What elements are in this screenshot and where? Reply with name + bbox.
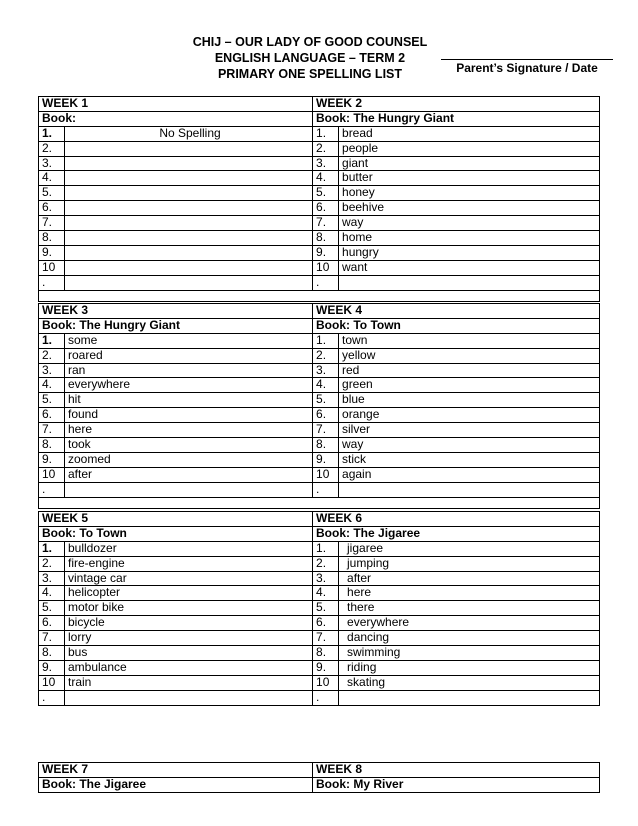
- item-number: 9.: [313, 452, 339, 467]
- word-row: [39, 378, 600, 393]
- spelling-word: again: [339, 467, 600, 482]
- item-number: 3.: [313, 363, 339, 378]
- weeks-7-8-table: [38, 762, 600, 793]
- word-row: [39, 231, 600, 246]
- spelling-word: ambulance: [65, 660, 313, 675]
- item-number: 6.: [39, 201, 65, 216]
- item-number: 3.: [313, 156, 339, 171]
- item-number: 1.: [313, 541, 339, 556]
- spelling-word: ran: [65, 363, 313, 378]
- spelling-word: want: [339, 260, 600, 275]
- weeks-3-4-table: [38, 303, 600, 509]
- word-row: [39, 275, 600, 290]
- item-number: 10: [313, 467, 339, 482]
- subject-term: ENGLISH LANGUAGE – TERM 2: [214, 51, 406, 65]
- item-number: 5.: [313, 601, 339, 616]
- word-row: [39, 601, 600, 616]
- spelling-word: bread: [339, 126, 600, 141]
- empty-word-cell: [65, 245, 313, 260]
- word-row: [39, 245, 600, 260]
- week-title-row: [39, 97, 600, 112]
- spelling-word: helicopter: [65, 586, 313, 601]
- spacer-cell: [39, 497, 600, 508]
- item-number: 7.: [39, 216, 65, 231]
- item-number: 5.: [39, 601, 65, 616]
- spelling-word: found: [65, 408, 313, 423]
- book-title: Book: The Jigaree: [39, 777, 313, 792]
- spelling-word: red: [339, 363, 600, 378]
- spelling-word: town: [339, 333, 600, 348]
- word-row: [39, 556, 600, 571]
- book-title-row: [39, 318, 600, 333]
- empty-word-cell: [65, 260, 313, 275]
- spelling-word: hungry: [339, 245, 600, 260]
- word-row: [39, 126, 600, 141]
- item-number: 7.: [313, 423, 339, 438]
- spelling-word: there: [339, 601, 600, 616]
- item-number: 7.: [39, 631, 65, 646]
- week-title: WEEK 3: [39, 304, 313, 319]
- document-header: [150, 34, 470, 82]
- item-number: 1.: [39, 333, 65, 348]
- item-number: 3.: [313, 571, 339, 586]
- item-number: 4.: [313, 586, 339, 601]
- word-row: [39, 348, 600, 363]
- week-title: WEEK 8: [313, 763, 600, 778]
- item-number: 2.: [313, 556, 339, 571]
- book-title: Book: The Hungry Giant: [313, 111, 600, 126]
- spelling-word: orange: [339, 408, 600, 423]
- word-row: [39, 482, 600, 497]
- item-number: 8.: [313, 646, 339, 661]
- word-row: [39, 452, 600, 467]
- item-number: 2.: [39, 556, 65, 571]
- item-number: 6.: [39, 616, 65, 631]
- week-title-row: [39, 512, 600, 527]
- item-number: 5.: [39, 186, 65, 201]
- book-title-row: [39, 526, 600, 541]
- word-row: [39, 408, 600, 423]
- spelling-word: riding: [339, 660, 600, 675]
- signature-line: [441, 59, 613, 60]
- item-number: 8.: [313, 438, 339, 453]
- item-number: 9.: [39, 245, 65, 260]
- item-number: 8.: [39, 646, 65, 661]
- word-row: [39, 201, 600, 216]
- item-number: .: [39, 482, 65, 497]
- spelling-word: here: [339, 586, 600, 601]
- word-row: [39, 646, 600, 661]
- item-number: 7.: [313, 216, 339, 231]
- no-spelling-note: No Spelling: [65, 126, 313, 141]
- spelling-word: blue: [339, 393, 600, 408]
- spelling-word: beehive: [339, 201, 600, 216]
- word-row: [39, 541, 600, 556]
- week-title: WEEK 6: [313, 512, 600, 527]
- item-number: 3.: [39, 156, 65, 171]
- item-number: 1.: [39, 541, 65, 556]
- item-number: 10: [39, 467, 65, 482]
- item-number: 6.: [313, 201, 339, 216]
- item-number: 6.: [313, 408, 339, 423]
- item-number: 2.: [39, 141, 65, 156]
- spelling-word: motor bike: [65, 601, 313, 616]
- spelling-word: silver: [339, 423, 600, 438]
- word-row: [39, 216, 600, 231]
- item-number: 3.: [39, 571, 65, 586]
- item-number: 3.: [39, 363, 65, 378]
- word-row: [39, 260, 600, 275]
- item-number: 10: [39, 260, 65, 275]
- item-number: 1.: [313, 333, 339, 348]
- spelling-word: giant: [339, 156, 600, 171]
- weeks-5-6-table: [38, 511, 600, 706]
- spelling-word: vintage car: [65, 571, 313, 586]
- word-row: [39, 363, 600, 378]
- empty-word-cell: [65, 201, 313, 216]
- spelling-word: hit: [65, 393, 313, 408]
- week-title: WEEK 7: [39, 763, 313, 778]
- book-title: Book: To Town: [313, 318, 600, 333]
- empty-word-cell: [65, 216, 313, 231]
- spacer-row: [39, 497, 600, 508]
- word-row: [39, 186, 600, 201]
- spelling-word: bus: [65, 646, 313, 661]
- book-title: Book:: [39, 111, 313, 126]
- spelling-word: skating: [339, 675, 600, 690]
- spelling-word: took: [65, 438, 313, 453]
- spelling-word: here: [65, 423, 313, 438]
- item-number: 4.: [313, 171, 339, 186]
- empty-word-cell: [65, 141, 313, 156]
- week-title-row: [39, 763, 600, 778]
- book-title: Book: To Town: [39, 526, 313, 541]
- word-row: [39, 438, 600, 453]
- item-number: .: [313, 275, 339, 290]
- item-number: 6.: [313, 616, 339, 631]
- spelling-word: butter: [339, 171, 600, 186]
- spelling-word: home: [339, 231, 600, 246]
- item-number: 5.: [313, 186, 339, 201]
- spelling-word: jigaree: [339, 541, 600, 556]
- word-row: [39, 141, 600, 156]
- spelling-word: after: [65, 467, 313, 482]
- word-row: [39, 393, 600, 408]
- item-number: 4.: [313, 378, 339, 393]
- word-row: [39, 675, 600, 690]
- empty-word-cell: [65, 171, 313, 186]
- item-number: 6.: [39, 408, 65, 423]
- week-title-row: [39, 304, 600, 319]
- item-number: 9.: [313, 245, 339, 260]
- spelling-word: honey: [339, 186, 600, 201]
- empty-word-cell: [65, 156, 313, 171]
- item-number: .: [39, 690, 65, 705]
- spelling-word: [339, 690, 600, 705]
- item-number: 5.: [313, 393, 339, 408]
- item-number: 7.: [313, 631, 339, 646]
- week-title: WEEK 1: [39, 97, 313, 112]
- word-row: [39, 156, 600, 171]
- item-number: 8.: [39, 438, 65, 453]
- spelling-word: some: [65, 333, 313, 348]
- item-number: 8.: [313, 231, 339, 246]
- item-number: 10: [39, 675, 65, 690]
- item-number: .: [313, 690, 339, 705]
- item-number: .: [313, 482, 339, 497]
- book-title-row: [39, 777, 600, 792]
- spelling-word: fire-engine: [65, 556, 313, 571]
- week-title: WEEK 5: [39, 512, 313, 527]
- spacer-row: [39, 290, 600, 301]
- spelling-word: [65, 690, 313, 705]
- empty-word-cell: [65, 275, 313, 290]
- spelling-word: [339, 275, 600, 290]
- weeks-1-2-table: [38, 96, 600, 302]
- book-title: Book: My River: [313, 777, 600, 792]
- signature-label: Parent’s Signature / Date: [456, 61, 598, 75]
- item-number: 4.: [39, 586, 65, 601]
- item-number: 2.: [39, 348, 65, 363]
- spelling-word: way: [339, 438, 600, 453]
- spelling-word: roared: [65, 348, 313, 363]
- item-number: 4.: [39, 171, 65, 186]
- word-row: [39, 631, 600, 646]
- item-number: 10: [313, 675, 339, 690]
- spelling-word: swimming: [339, 646, 600, 661]
- book-title: Book: The Jigaree: [313, 526, 600, 541]
- spelling-word: bulldozer: [65, 541, 313, 556]
- spacer-cell: [39, 290, 600, 301]
- item-number: 8.: [39, 231, 65, 246]
- word-row: [39, 423, 600, 438]
- item-number: 9.: [39, 660, 65, 675]
- word-row: [39, 571, 600, 586]
- spelling-word: [339, 482, 600, 497]
- item-number: 1.: [313, 126, 339, 141]
- word-row: [39, 616, 600, 631]
- word-row: [39, 171, 600, 186]
- empty-word-cell: [65, 231, 313, 246]
- spelling-word: zoomed: [65, 452, 313, 467]
- book-title: Book: The Hungry Giant: [39, 318, 313, 333]
- spelling-word: yellow: [339, 348, 600, 363]
- list-title: PRIMARY ONE SPELLING LIST: [217, 67, 403, 81]
- item-number: 2.: [313, 348, 339, 363]
- item-number: .: [39, 275, 65, 290]
- item-number: 7.: [39, 423, 65, 438]
- item-number: 9.: [39, 452, 65, 467]
- school-name: CHIJ – OUR LADY OF GOOD COUNSEL: [192, 35, 428, 49]
- week-title: WEEK 2: [313, 97, 600, 112]
- item-number: 10: [313, 260, 339, 275]
- week-title: WEEK 4: [313, 304, 600, 319]
- spelling-word: everywhere: [339, 616, 600, 631]
- spelling-word: lorry: [65, 631, 313, 646]
- spelling-word: way: [339, 216, 600, 231]
- spelling-word: dancing: [339, 631, 600, 646]
- item-number: 2.: [313, 141, 339, 156]
- item-number: 9.: [313, 660, 339, 675]
- item-number: 4.: [39, 378, 65, 393]
- spelling-word: people: [339, 141, 600, 156]
- spelling-word: train: [65, 675, 313, 690]
- spelling-word: after: [339, 571, 600, 586]
- book-title-row: [39, 111, 600, 126]
- item-number: 1.: [39, 126, 65, 141]
- word-row: [39, 586, 600, 601]
- item-number: 5.: [39, 393, 65, 408]
- spelling-word: bicycle: [65, 616, 313, 631]
- word-row: [39, 690, 600, 705]
- spelling-word: stick: [339, 452, 600, 467]
- word-row: [39, 660, 600, 675]
- spelling-word: jumping: [339, 556, 600, 571]
- word-row: [39, 467, 600, 482]
- empty-word-cell: [65, 186, 313, 201]
- spelling-word: everywhere: [65, 378, 313, 393]
- word-row: [39, 333, 600, 348]
- spelling-word: green: [339, 378, 600, 393]
- spelling-word: [65, 482, 313, 497]
